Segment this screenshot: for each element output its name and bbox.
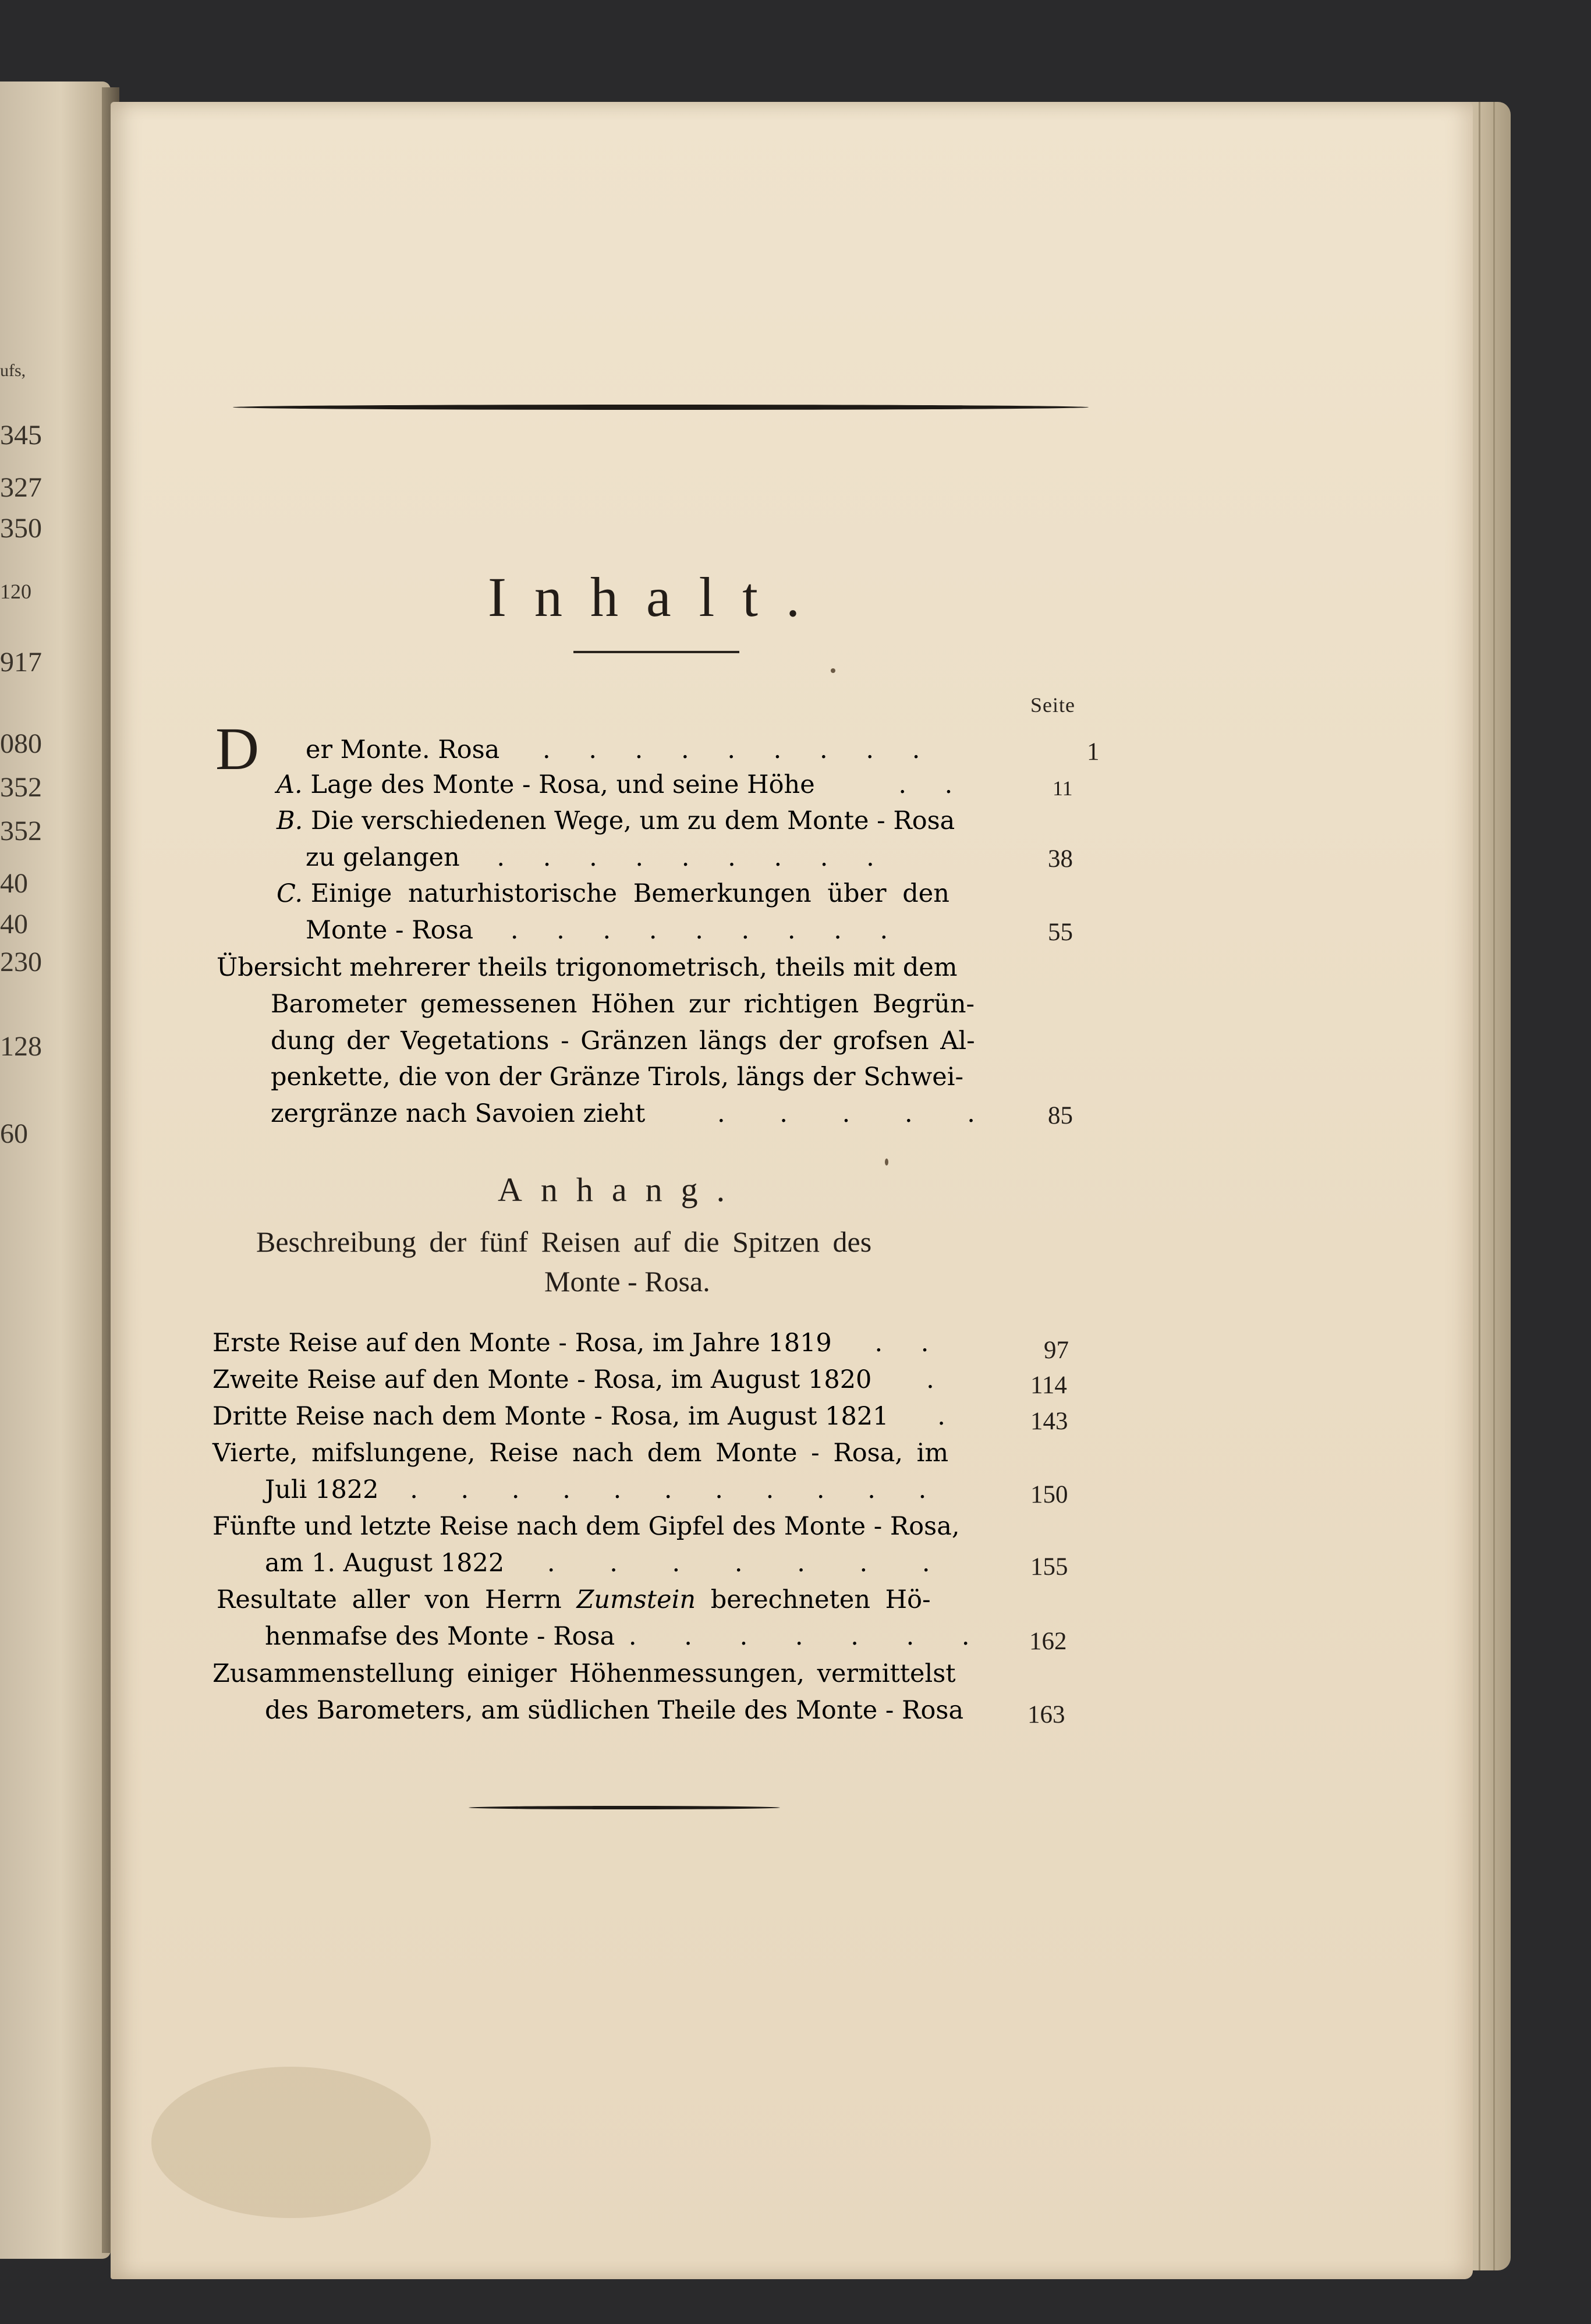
page-title: Inhalt. (488, 566, 828, 628)
left-page-fragment: 327 (0, 472, 42, 503)
toc-entry-text: dung der Vegetations - Gränzen längs der grofsen Al- (271, 1026, 975, 1055)
left-page-fragment: 230 (0, 947, 42, 977)
seite-column-header: Seite (1030, 693, 1075, 717)
section-label: A. (277, 770, 303, 799)
drop-cap: D (215, 715, 260, 782)
toc-entry-text: des Barometers, am südlichen Theile des Monte - Rosa (265, 1696, 964, 1725)
book-page (111, 102, 1473, 2279)
toc-entry-text: Vierte, mifslungene, Reise nach dem Monte - Rosa, im (212, 1439, 949, 1468)
leader-dots: . . . . . . . . . (510, 916, 903, 945)
toc-page-number: 143 (1030, 1408, 1068, 1435)
toc-page-number: 150 (1030, 1481, 1068, 1508)
toc-entry-text: zu gelangen . . . . . . . . . (306, 843, 890, 872)
toc-page-number: 97 (1044, 1337, 1069, 1364)
ink-speck (885, 1159, 888, 1165)
leader-dots: . . (874, 1328, 944, 1358)
left-page-fragment: 917 (0, 647, 42, 678)
leader-dots: . . (898, 770, 968, 799)
ink-speck (831, 668, 835, 673)
left-page-fragment: 352 (0, 772, 42, 803)
top-rule (233, 405, 1089, 410)
title-underline (573, 651, 739, 653)
left-page-fragment: 345 (0, 420, 42, 451)
left-page-fragment: 350 (0, 513, 42, 544)
toc-page-number: 11 (1053, 777, 1073, 800)
left-page-fragment: 40 (0, 868, 28, 899)
left-page-fragment: 352 (0, 816, 42, 846)
toc-page-number: 155 (1030, 1553, 1068, 1581)
left-page-fragment: 080 (0, 728, 42, 759)
toc-entry-text: Erste Reise auf den Monte - Rosa, im Jahre 1819 . . (212, 1328, 944, 1358)
author-name: Zumstein (576, 1585, 696, 1614)
toc-entry-text: penkette, die von der Gränze Tirols, längs der Schwei- (271, 1062, 963, 1092)
toc-page-number: 55 (1048, 919, 1073, 946)
toc-entry-text: Dritte Reise nach dem Monte - Rosa, im August 1821 . (212, 1402, 961, 1431)
toc-entry-text: Zusammenstellung einiger Höhenmessungen, vermittelst (212, 1659, 956, 1688)
appendix-subtitle: Monte - Rosa. (544, 1265, 710, 1298)
toc-page-number: 163 (1027, 1701, 1065, 1728)
left-page-fragment: 128 (0, 1031, 42, 1062)
left-page-edge (0, 82, 111, 2259)
toc-entry-text: er Monte. Rosa . . . . . . . . . (306, 735, 936, 764)
toc-page-number: 38 (1048, 845, 1073, 873)
toc-page-number: 85 (1048, 1102, 1073, 1129)
toc-entry-text: Juli 1822 . . . . . . . . . . . (265, 1475, 944, 1504)
leader-dots: . . . . . . . (628, 1622, 990, 1651)
toc-entry-text: henmafse des Monte - Rosa . . . . . . . (265, 1622, 990, 1651)
toc-entry-text: Resultate aller von Herrn Zumstein berechneten Hö- (217, 1585, 931, 1614)
leader-dots: . . . . . (717, 1099, 998, 1128)
toc-entry-text: C. Einige naturhistorische Bemerkungen über den (277, 879, 949, 908)
toc-entry-text: am 1. August 1822 . . . . . . . (265, 1549, 954, 1578)
leader-dots: . (937, 1402, 961, 1431)
leader-dots: . . . . . . . . . (543, 735, 936, 764)
toc-entry-text: Fünfte und letzte Reise nach dem Gipfel des Monte - Rosa, (212, 1512, 960, 1541)
toc-entry-text: A. Lage des Monte - Rosa, und seine Höhe . . (277, 770, 968, 799)
toc-entry-text: Monte - Rosa . . . . . . . . . (306, 916, 903, 945)
appendix-heading: Anhang. (498, 1171, 744, 1209)
left-page-fragment: 60 (0, 1118, 28, 1149)
left-page-fragment: 120 (0, 580, 31, 603)
paper-stain (151, 2067, 431, 2218)
section-label: B. (277, 806, 303, 835)
toc-entry-text: Übersicht mehrerer theils trigonometrisch, theils mit dem (217, 953, 958, 982)
leader-dots: . . . . . . . (547, 1549, 954, 1578)
leader-dots: . . . . . . . . . (497, 843, 890, 872)
bottom-rule (469, 1806, 780, 1809)
section-label: C. (277, 879, 303, 908)
toc-entry-text: B. Die verschiedenen Wege, um zu dem Monte - Rosa (277, 806, 955, 835)
toc-page-number: 114 (1030, 1372, 1067, 1399)
leader-dots: . . . . . . . . . . . (410, 1475, 944, 1504)
toc-entry-text: zergränze nach Savoien zieht . . . . . (271, 1099, 998, 1128)
appendix-subtitle: Beschreibung der fünf Reisen auf die Spitzen des (256, 1225, 872, 1258)
toc-page-number: 1 (1087, 738, 1100, 766)
left-page-fragment: ufs, (0, 361, 26, 380)
toc-page-number: 162 (1029, 1628, 1067, 1655)
left-page-fragment: 40 (0, 909, 28, 940)
toc-entry-text: Barometer gemessenen Höhen zur richtigen Begrün- (271, 990, 975, 1019)
leader-dots: . (926, 1365, 949, 1394)
toc-entry-text: Zweite Reise auf den Monte - Rosa, im August 1820 . (212, 1365, 949, 1394)
